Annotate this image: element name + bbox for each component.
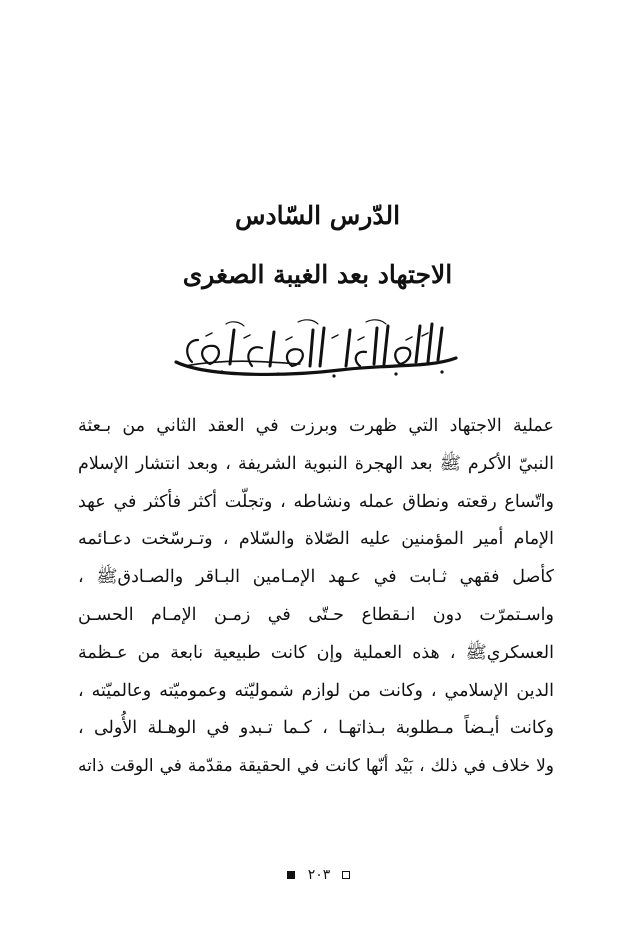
page-number: ٢٠٣ (307, 867, 331, 883)
body-line-1: عملية الاجتهاد التي ظهرت وبرزت في العقد الثاني من بـعثة (78, 416, 554, 436)
basmala-calligraphy (170, 318, 462, 380)
body-line-10: ولا خلاف في ذلك ، بَيْد أنّها كانت في الحقيقة مقدّمة في الوقت ذاته (78, 756, 554, 777)
filled-square-ornament (287, 871, 295, 879)
body-line-7: العسكريﷺ ، هذه العملية وإن كانت طبيعية نابعة من عـظمة (78, 642, 554, 663)
lesson-title: الدّرس السّادس (234, 201, 401, 230)
outline-square-ornament (342, 871, 350, 879)
basmala-calligraphy-art (170, 318, 462, 380)
body-line-3: واتّساع رقعته ونطاق عمله ونشاطه ، وتجلّت أكثر فأكثر في عهد (78, 491, 554, 512)
body-line-6: واسـتمرّت دون انـقطاع حـتّى في زمـن الإمـام الحسـن (78, 604, 554, 625)
body-line-2: النبيّ الأكرم ﷺ بعد الهجرة النبوية الشريفة ، وبعد انتشار الإسلام (78, 453, 554, 474)
lesson-body-paragraph (78, 408, 554, 786)
lesson-subtitle: الاجتهاد بعد الغيبة الصغرى (182, 260, 453, 289)
body-line-9: وكانت أيـضاً مـطلوبة بـذاتهـا ، كـما تـبدو في الوهـلة الأُولى ، (78, 718, 554, 739)
body-line-5: كأصل فقهي ثـابت في عـهد الإمـامين البـاقر والصـادقﷺ ، (78, 567, 554, 588)
body-line-4: الإمام أمير المؤمنين عليه الصّلاة والسّلام ، وتـرسّخت دعـائمه (78, 529, 554, 550)
body-line-8: الدين الإسلامي ، وكانت من لوازم شموليّته وعموميّته وعالميّته ، (78, 680, 554, 701)
page-footer (0, 866, 635, 886)
